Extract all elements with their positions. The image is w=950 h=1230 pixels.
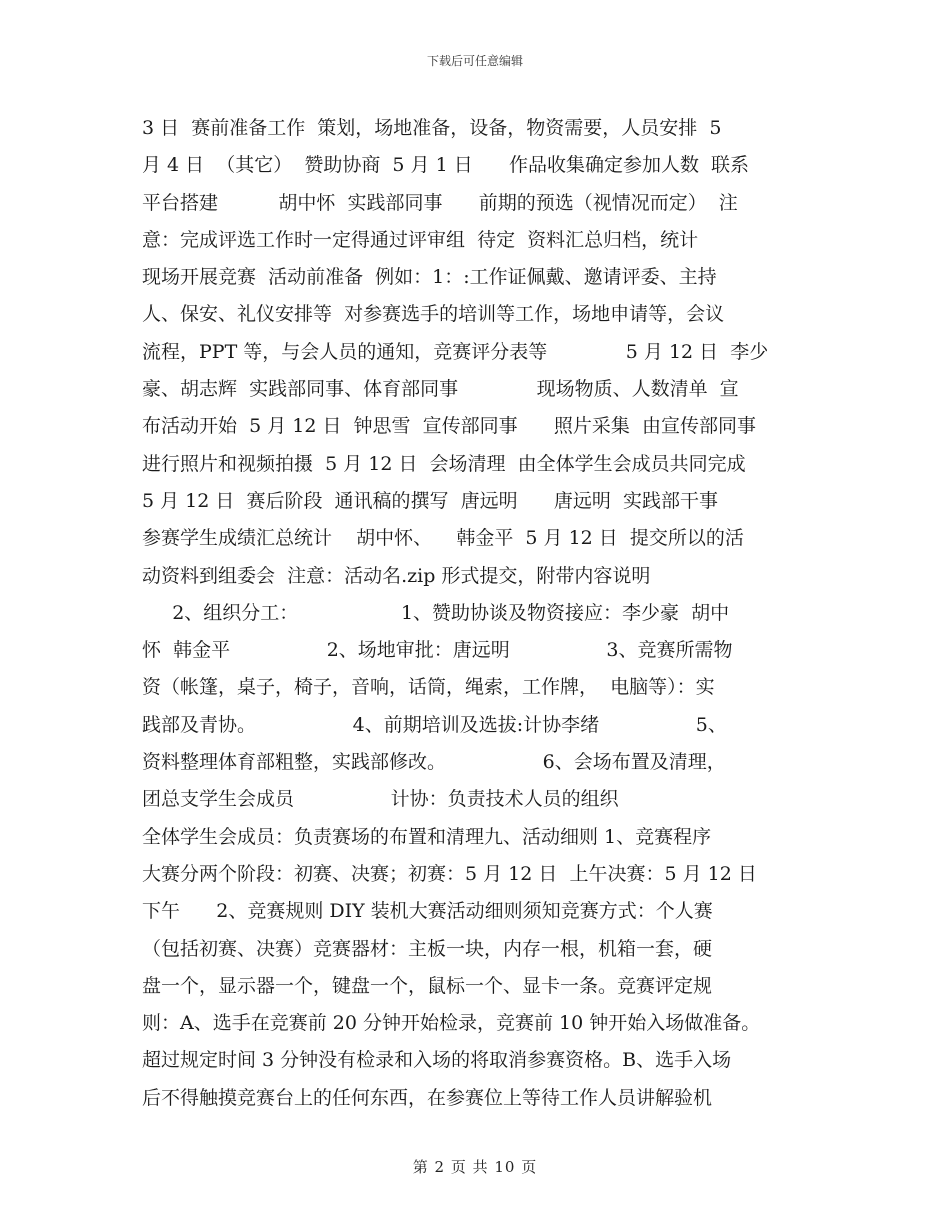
page-header: 下载后可任意编辑 <box>426 54 523 68</box>
text-line: 平台搭建 胡中怀 实践部同事 前期的预选（视情况而定） 注 <box>142 191 738 214</box>
text-line: 动资料到组委会 注意：活动名.zip 形式提交，附带内容说明 <box>142 564 651 587</box>
text-line: 5 月 12 日 赛后阶段 通讯稿的撰写 唐远明 唐远明 实践部干事 <box>142 489 718 512</box>
text-line: 参赛学生成绩汇总统计 胡中怀、 韩金平 5 月 12 日 提交所以的活 <box>142 527 744 550</box>
text-line: 进行照片和视频拍摄 5 月 12 日 会场清理 由全体学生会成员共同完成 <box>142 452 746 475</box>
text-line: 全体学生会成员：负责赛场的布置和清理九、活动细则 1、竞赛程序 <box>142 825 712 848</box>
text-line: 大赛分两个阶段：初赛、决赛；初赛：5 月 12 日 上午决赛：5 月 12 日 <box>142 862 757 885</box>
text-line: 人、保安、礼仪安排等 对参赛选手的培训等工作，场地申请等，会议 <box>142 303 725 326</box>
text-line: 豪、胡志辉 实践部同事、体育部同事 现场物质、人数清单 宣 <box>142 378 739 401</box>
text-line: 现场开展竞赛 活动前准备 例如：1：:工作证佩戴、邀请评委、主持 <box>142 266 717 289</box>
text-line: 2、组织分工： 1、赞助协谈及物资接应：李少豪 胡中 <box>142 601 730 624</box>
text-line: 后不得触摸竞赛台上的任何东西，在参赛位上等待工作人员讲解验机 <box>142 1086 713 1109</box>
text-line: （包括初赛、决赛）竞赛器材：主板一块，内存一根，机箱一套，硬 <box>142 937 713 960</box>
text-line: 月 4 日 （其它） 赞助协商 5 月 1 日 作品收集确定参加人数 联系 <box>142 154 750 177</box>
text-line: 3 日 赛前准备工作 策划，场地准备，设备，物资需要，人员安排 5 <box>142 117 722 139</box>
text-line: 资（帐篷，桌子，椅子，音响，话筒，绳索，工作牌， 电脑等）：实 <box>142 676 715 699</box>
text-line: 流程，PPT 等，与会人员的通知，竞赛评分表等 5 月 12 日 李少 <box>142 340 769 363</box>
text-line: 意：完成评选工作时一定得通过评审组 待定 资料汇总归档，统计 <box>142 228 699 251</box>
text-line: 下午 2、竞赛规则 DIY 装机大赛活动细则须知竞赛方式：个人赛 <box>142 900 713 923</box>
text-line: 团总支学生会成员 计协：负责技术人员的组织 <box>142 788 619 811</box>
text-line: 践部及青协。 4、前期培训及选拔:计协李绪 5、 <box>142 713 727 736</box>
text-line: 盘一个，显示器一个，键盘一个，鼠标一个、显卡一条。竞赛评定规 <box>142 974 713 997</box>
document-body <box>142 110 814 1117</box>
text-line: 布活动开始 5 月 12 日 钟思雪 宣传部同事 照片采集 由宣传部同事 <box>142 415 756 438</box>
text-line: 则：A、选手在竞赛前 20 分钟开始检录，竞赛前 10 钟开始入场做准备。 <box>142 1012 761 1035</box>
text-line: 怀 韩金平 2、场地审批：唐远明 3、竞赛所需物 <box>142 639 733 662</box>
text-line: 资料整理体育部粗整，实践部修改。 6、会场布置及清理， <box>142 751 726 774</box>
text-line: 超过规定时间 3 分钟没有检录和入场的将取消参赛资格。B、选手入场 <box>142 1049 732 1072</box>
page-number-footer: 第 2 页 共 10 页 <box>412 1158 538 1176</box>
